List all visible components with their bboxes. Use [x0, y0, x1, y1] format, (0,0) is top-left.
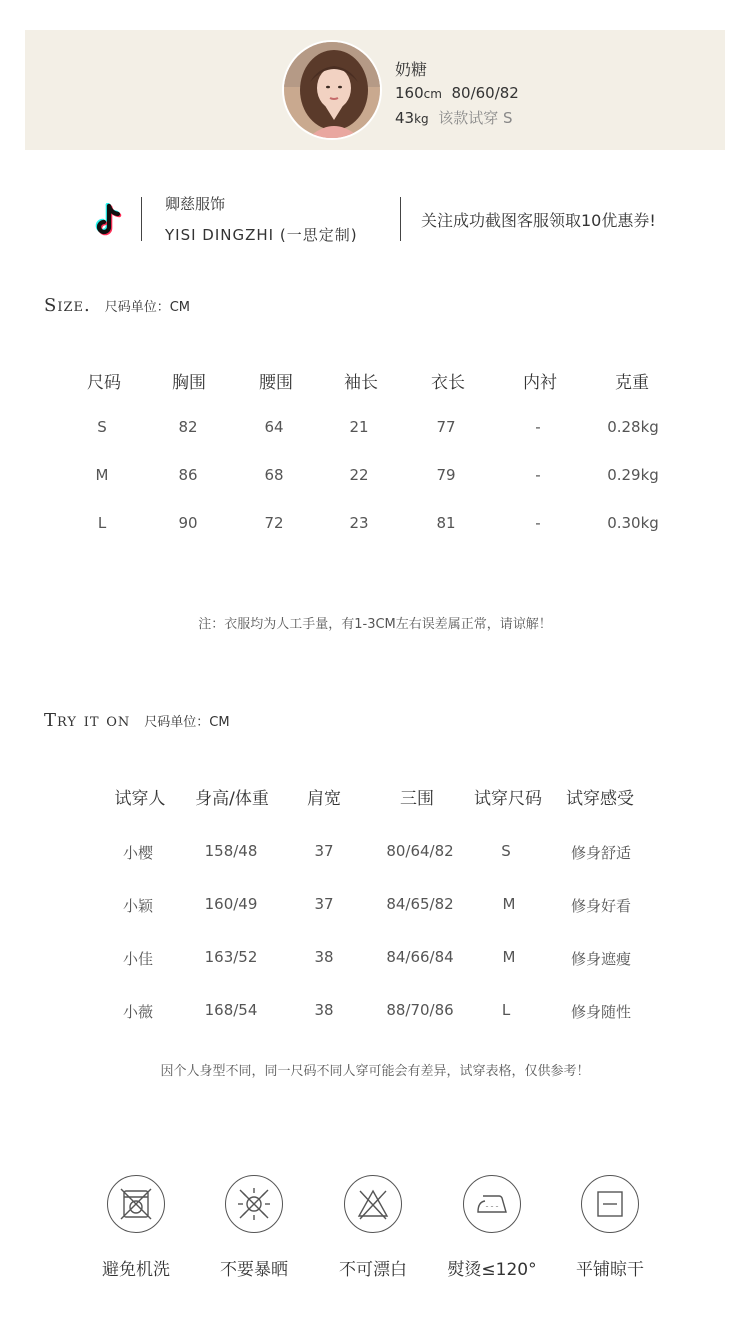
brand-name: 卿慈服饰 [165, 195, 226, 213]
size-header-cell: 衣长 [431, 373, 465, 393]
size-header-cell: 胸围 [172, 373, 206, 393]
care-label: 不要暴晒 [220, 1260, 288, 1280]
try-cell: 修身随性 [570, 1003, 632, 1021]
size-note: 注：衣服均为人工手量，有1-3CM左右误差属正常，请谅解！ [198, 617, 552, 632]
no-machine-wash-icon [107, 1175, 165, 1233]
try-cell: 158/48 [204, 842, 258, 860]
try-header-cell: 试穿感受 [566, 789, 634, 809]
try-cell: M [502, 895, 516, 913]
size-cell: 68 [264, 466, 284, 484]
size-cell: - [535, 514, 541, 532]
size-cell: 72 [264, 514, 284, 532]
model-weight-unit: kg [414, 112, 429, 126]
size-cell: - [535, 466, 541, 484]
try-cell: 37 [314, 842, 334, 860]
size-cell: S [97, 418, 107, 436]
model-name: 奶糖 [395, 60, 428, 79]
try-cell: 修身舒适 [570, 844, 632, 862]
size-header-cell: 内衬 [523, 373, 557, 393]
model-weight: 43 [395, 109, 415, 127]
size-cell: 23 [349, 514, 369, 532]
try-cell: 88/70/86 [386, 1001, 454, 1019]
try-cell: 160/49 [204, 895, 258, 913]
size-header-cell: 克重 [615, 373, 649, 393]
iron-icon [463, 1175, 521, 1233]
size-cell: 79 [436, 466, 456, 484]
size-cell: 22 [349, 466, 369, 484]
care-item-no-machine-wash [76, 1175, 196, 1280]
care-item-no-bleach [313, 1175, 433, 1280]
tiktok-icon [92, 203, 124, 239]
model-height-unit: cm [423, 87, 442, 101]
try-cell: 小樱 [122, 844, 154, 862]
brand-subtitle: YISI DINGZHI (一思定制) [165, 226, 358, 244]
try-cell: 小薇 [122, 1003, 154, 1021]
size-header-cell: 尺码 [87, 373, 121, 393]
size-cell: 21 [349, 418, 369, 436]
try-cell: 修身遮瘦 [570, 950, 632, 968]
size-cell: 86 [178, 466, 198, 484]
size-cell: 82 [178, 418, 198, 436]
size-unit-label: 尺码单位：CM [104, 300, 191, 315]
care-label: 熨烫≤120° [447, 1260, 537, 1280]
size-cell: 0.28kg [607, 418, 659, 436]
model-weight-fit [395, 107, 513, 128]
try-header-cell: 身高/体重 [195, 789, 269, 809]
care-label: 不可漂白 [339, 1260, 407, 1280]
try-cell: 38 [314, 948, 334, 966]
size-cell: 0.30kg [607, 514, 659, 532]
no-bleach-icon [344, 1175, 402, 1233]
size-cell: 81 [436, 514, 456, 532]
try-header-cell: 试穿尺码 [474, 789, 542, 809]
try-cell: 小颖 [122, 897, 154, 915]
try-note: 因个人身型不同，同一尺码不同人穿可能会有差异，试穿表格，仅供参考！ [160, 1064, 590, 1079]
model-height: 160 [395, 84, 424, 102]
model-measurements: 80/60/82 [451, 84, 519, 102]
size-cell: 0.29kg [607, 466, 659, 484]
promo-divider [400, 197, 401, 241]
flat-dry-icon [581, 1175, 639, 1233]
try-cell: 168/54 [204, 1001, 258, 1019]
try-cell: 小佳 [122, 950, 154, 968]
try-cell: 修身好看 [570, 897, 632, 915]
size-cell: L [97, 514, 107, 532]
try-cell: 163/52 [204, 948, 258, 966]
size-section-header [44, 295, 190, 316]
try-cell: M [502, 948, 516, 966]
model-height-measurements [395, 84, 519, 102]
try-unit-label: 尺码单位：CM [144, 715, 230, 730]
size-header-cell: 腰围 [259, 373, 293, 393]
size-section-title: Size. [44, 295, 91, 316]
try-cell: S [501, 842, 511, 860]
size-cell: 64 [264, 418, 284, 436]
size-header-cell: 袖长 [344, 373, 378, 393]
care-label: 平铺晾干 [576, 1260, 644, 1280]
brand-divider [141, 197, 142, 241]
size-cell: 77 [436, 418, 456, 436]
try-cell: L [501, 1001, 511, 1019]
size-cell: - [535, 418, 541, 436]
care-item-flat-dry [550, 1175, 670, 1280]
model-card [25, 30, 725, 150]
care-item-no-sun [194, 1175, 314, 1280]
try-header-cell: 三围 [400, 789, 434, 809]
try-section-title: Try it on [44, 710, 131, 731]
care-label: 避免机洗 [102, 1260, 170, 1280]
try-section-header [44, 710, 230, 731]
try-cell: 38 [314, 1001, 334, 1019]
try-cell: 84/65/82 [386, 895, 454, 913]
try-header-cell: 试穿人 [114, 789, 166, 809]
model-avatar [282, 40, 382, 140]
no-sun-icon [225, 1175, 283, 1233]
model-fit-note: 该款试穿 S [438, 109, 513, 127]
try-cell: 80/64/82 [386, 842, 454, 860]
size-cell: 90 [178, 514, 198, 532]
care-item-iron [432, 1175, 552, 1280]
try-cell: 37 [314, 895, 334, 913]
promo-text: 关注成功截图客服领取10优惠券! [421, 211, 656, 230]
size-cell: M [95, 466, 109, 484]
try-header-cell: 肩宽 [307, 789, 341, 809]
try-cell: 84/66/84 [386, 948, 454, 966]
